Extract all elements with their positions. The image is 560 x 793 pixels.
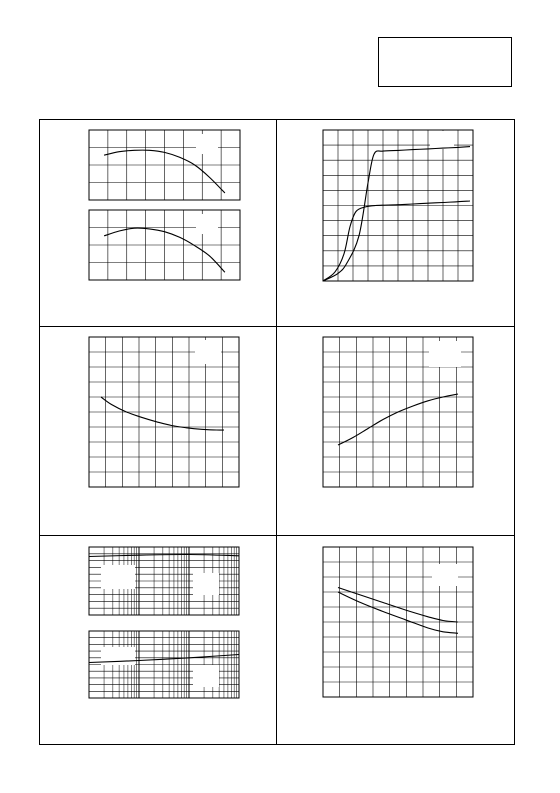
chart-bottom-left-upper-label-patch [101,565,135,589]
chart-middle-left-label-patch [195,340,221,364]
chart-bottom-left-upper-label-patch [193,573,219,595]
chart-middle-right-label-patch [429,341,461,367]
chart-top-left-upper-label-patch [196,134,218,154]
chart-bottom-right-label-patch [432,564,458,586]
chart-bottom-left-upper-series-line-0 [89,554,239,556]
chart-top-left-lower-label-patch [196,214,218,234]
chart-middle-right-series-line-0 [338,394,458,445]
chart-bottom-right-series-line-1 [338,592,458,633]
chart-top-right-series-line-0 [323,147,470,281]
chart-top-right-series-line-1 [323,201,470,281]
chart-bottom-left-lower-label-patch [193,665,219,687]
chart-top-right-label-patch [430,131,454,149]
